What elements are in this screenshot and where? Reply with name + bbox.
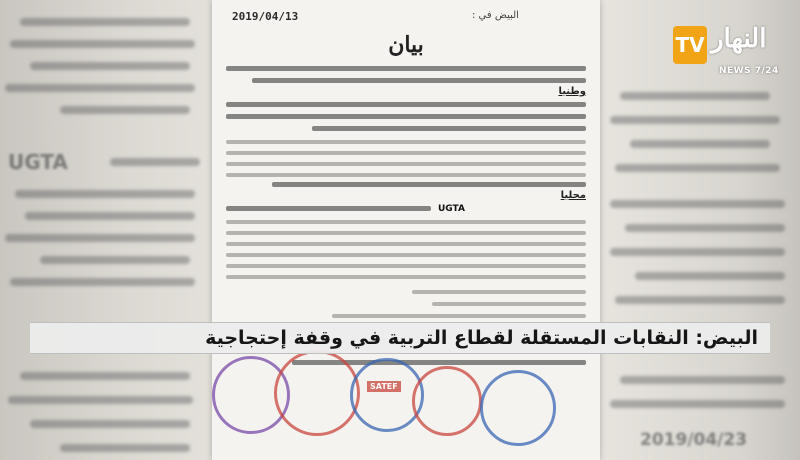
- document-text-line: [226, 162, 586, 166]
- section-heading-national: وطنيا: [558, 86, 586, 97]
- document-text-line: [312, 126, 586, 131]
- news-caption-bar: [30, 322, 770, 354]
- document-text-line: [226, 173, 586, 177]
- channel-logo: [673, 22, 791, 80]
- document-text-line: [272, 182, 586, 187]
- document-title: بيان: [388, 32, 424, 58]
- blurred-date-text: 2019/04/23: [640, 430, 748, 450]
- union-acronym: UGTA: [438, 204, 465, 214]
- document-date-label: البيض في :: [472, 10, 519, 21]
- document-text-line: [226, 114, 586, 119]
- blurred-text-line: [15, 190, 195, 198]
- document-text-line: [226, 253, 586, 257]
- blurred-text-line: [5, 234, 195, 242]
- blurred-text-line: [620, 92, 770, 100]
- blurred-text-line: [610, 248, 785, 256]
- document-text-line: [226, 231, 586, 235]
- news-caption-text: البيض: النقابات المستقلة لقطاع التربية في وقفة إحتجاجية: [205, 327, 758, 349]
- document-text-line: [432, 302, 586, 306]
- document-text-line: [332, 314, 586, 318]
- blurred-text-line: [610, 116, 780, 124]
- official-stamp: [412, 366, 482, 436]
- document-text-line: [226, 275, 586, 279]
- blurred-text-line: [20, 18, 190, 26]
- blurred-text-line: [625, 224, 785, 232]
- blurred-text-line: [615, 164, 780, 172]
- blurred-text-line: [60, 444, 190, 452]
- tv-logo-icon: TV: [673, 26, 707, 64]
- document-text-line: [226, 151, 586, 155]
- document-text-line: [412, 290, 586, 294]
- stamp-label: SATEF: [367, 381, 401, 392]
- blurred-text-line: [610, 200, 785, 208]
- document-text-line: [226, 220, 586, 224]
- blurred-text-line: [615, 296, 785, 304]
- blurred-ugta-text: UGTA: [8, 150, 68, 174]
- channel-name: النهار: [711, 24, 767, 54]
- blurred-text-line: [110, 158, 200, 166]
- document-text-line: [226, 264, 586, 268]
- blurred-text-line: [10, 40, 195, 48]
- blurred-text-line: [635, 272, 785, 280]
- document-text-line: [226, 140, 586, 144]
- blurred-text-line: [5, 84, 195, 92]
- official-stamp: [480, 370, 556, 446]
- official-stamp: [274, 350, 360, 436]
- blurred-text-line: [8, 396, 193, 404]
- blurred-text-line: [30, 420, 190, 428]
- section-heading-local: محليا: [560, 190, 586, 201]
- document-text-line: [226, 66, 586, 71]
- blurred-text-line: [10, 278, 195, 286]
- document-text-line: [252, 78, 586, 83]
- document-text-line: [226, 242, 586, 246]
- blurred-text-line: [20, 372, 190, 380]
- document-text-line: [226, 102, 586, 107]
- blurred-text-line: [630, 140, 770, 148]
- blurred-page-left: [0, 0, 215, 460]
- document-date: 2019/04/13: [232, 10, 299, 23]
- blurred-text-line: [60, 106, 190, 114]
- communique-document: [212, 0, 600, 460]
- blurred-text-line: [40, 256, 190, 264]
- blurred-text-line: [30, 62, 190, 70]
- blurred-text-line: [25, 212, 195, 220]
- channel-tagline: NEWS 7/24: [719, 66, 779, 76]
- blurred-text-line: [610, 400, 785, 408]
- blurred-text-line: [620, 376, 785, 384]
- document-text-line: [226, 206, 431, 211]
